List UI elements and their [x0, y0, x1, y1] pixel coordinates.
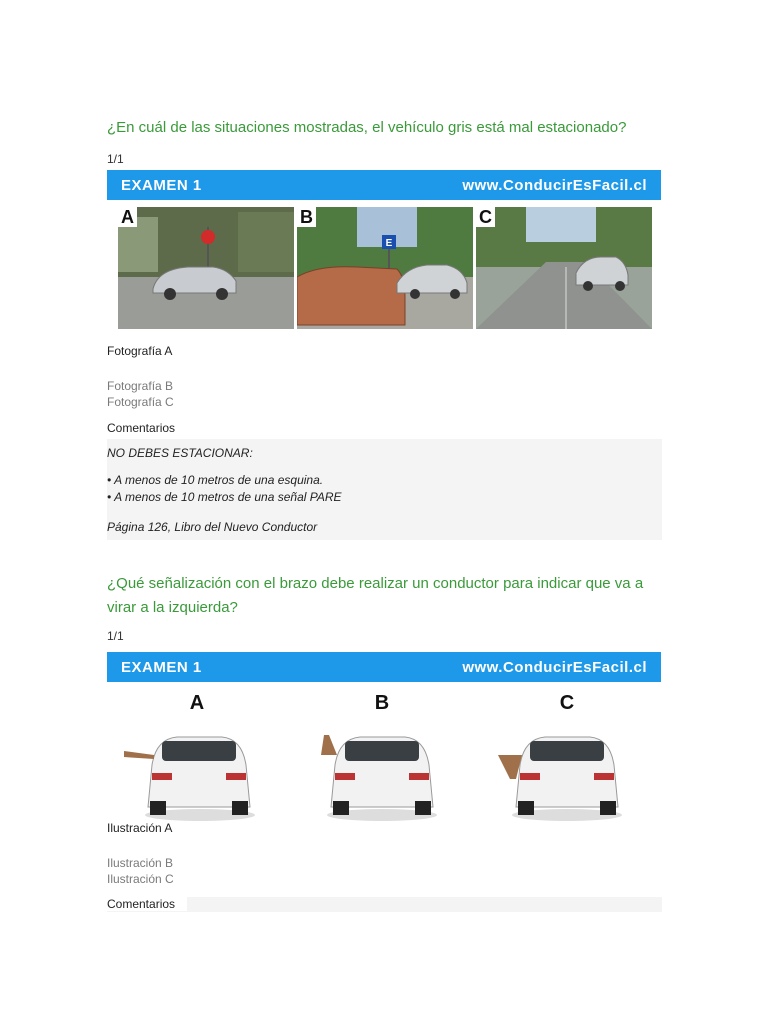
comment-source: Página 126, Libro del Nuevo Conductor: [107, 520, 318, 534]
comment-box: [107, 420, 662, 540]
comments-section-2: [107, 897, 667, 912]
option-c[interactable]: Fotografía C: [107, 395, 174, 409]
photo-label: C: [476, 207, 495, 227]
illustration-label: C: [559, 692, 575, 714]
exam-banner: [107, 652, 661, 682]
banner-title: EXAMEN 1: [121, 176, 202, 194]
photo-b: [297, 207, 473, 329]
photo-label: B: [297, 207, 316, 227]
banner-url: www.ConducirEsFacil.cl: [462, 176, 647, 194]
question-block-1: [107, 116, 667, 166]
exam-image-2: [107, 652, 667, 830]
photo-c: [476, 207, 652, 329]
score: 1/1: [107, 629, 124, 643]
comment-item: • A menos de 10 metros de una esquina.: [107, 473, 324, 487]
photo-label: A: [118, 207, 137, 227]
illustration-b: [307, 692, 457, 830]
comment-box: [107, 897, 662, 912]
option-b[interactable]: Fotografía B: [107, 379, 174, 393]
comment-item: • A menos de 10 metros de una señal PARE: [107, 490, 342, 504]
question-block-2: [107, 572, 667, 643]
option-c[interactable]: Ilustración C: [107, 872, 174, 886]
score: 1/1: [107, 152, 124, 166]
banner-title: EXAMEN 1: [121, 658, 202, 676]
comments-label: Comentarios: [107, 897, 187, 911]
illustration-label: B: [374, 692, 390, 714]
car-arm-down-icon: [492, 715, 642, 825]
car-arm-up-icon: [307, 715, 457, 825]
car-arm-horizontal-icon: [122, 715, 272, 825]
option-selected[interactable]: Ilustración A: [107, 821, 173, 835]
option-b[interactable]: Ilustración B: [107, 856, 174, 870]
question-text: ¿Qué señalización con el brazo debe realizar un conductor para indicar que va a virar a la izquierda?: [107, 575, 644, 616]
exam-image-1: [107, 170, 667, 329]
photo-a: [118, 207, 294, 329]
question-text: ¿En cuál de las situaciones mostradas, el vehículo gris está mal estacionado?: [107, 119, 627, 136]
option-selected[interactable]: Fotografía A: [107, 344, 173, 358]
comments-label: Comentarios: [107, 420, 662, 439]
exam-banner: [107, 170, 661, 200]
banner-url: www.ConducirEsFacil.cl: [462, 658, 647, 676]
parking-sign-label: E: [385, 238, 393, 249]
illustration-label: A: [189, 692, 205, 714]
answer-options-1: [107, 343, 667, 410]
comments-section-1: [107, 420, 667, 540]
illustration-a: [122, 692, 272, 830]
answer-options-2: [107, 820, 667, 887]
illustration-c: [492, 692, 642, 830]
comment-heading: NO DEBES ESTACIONAR:: [107, 446, 253, 460]
